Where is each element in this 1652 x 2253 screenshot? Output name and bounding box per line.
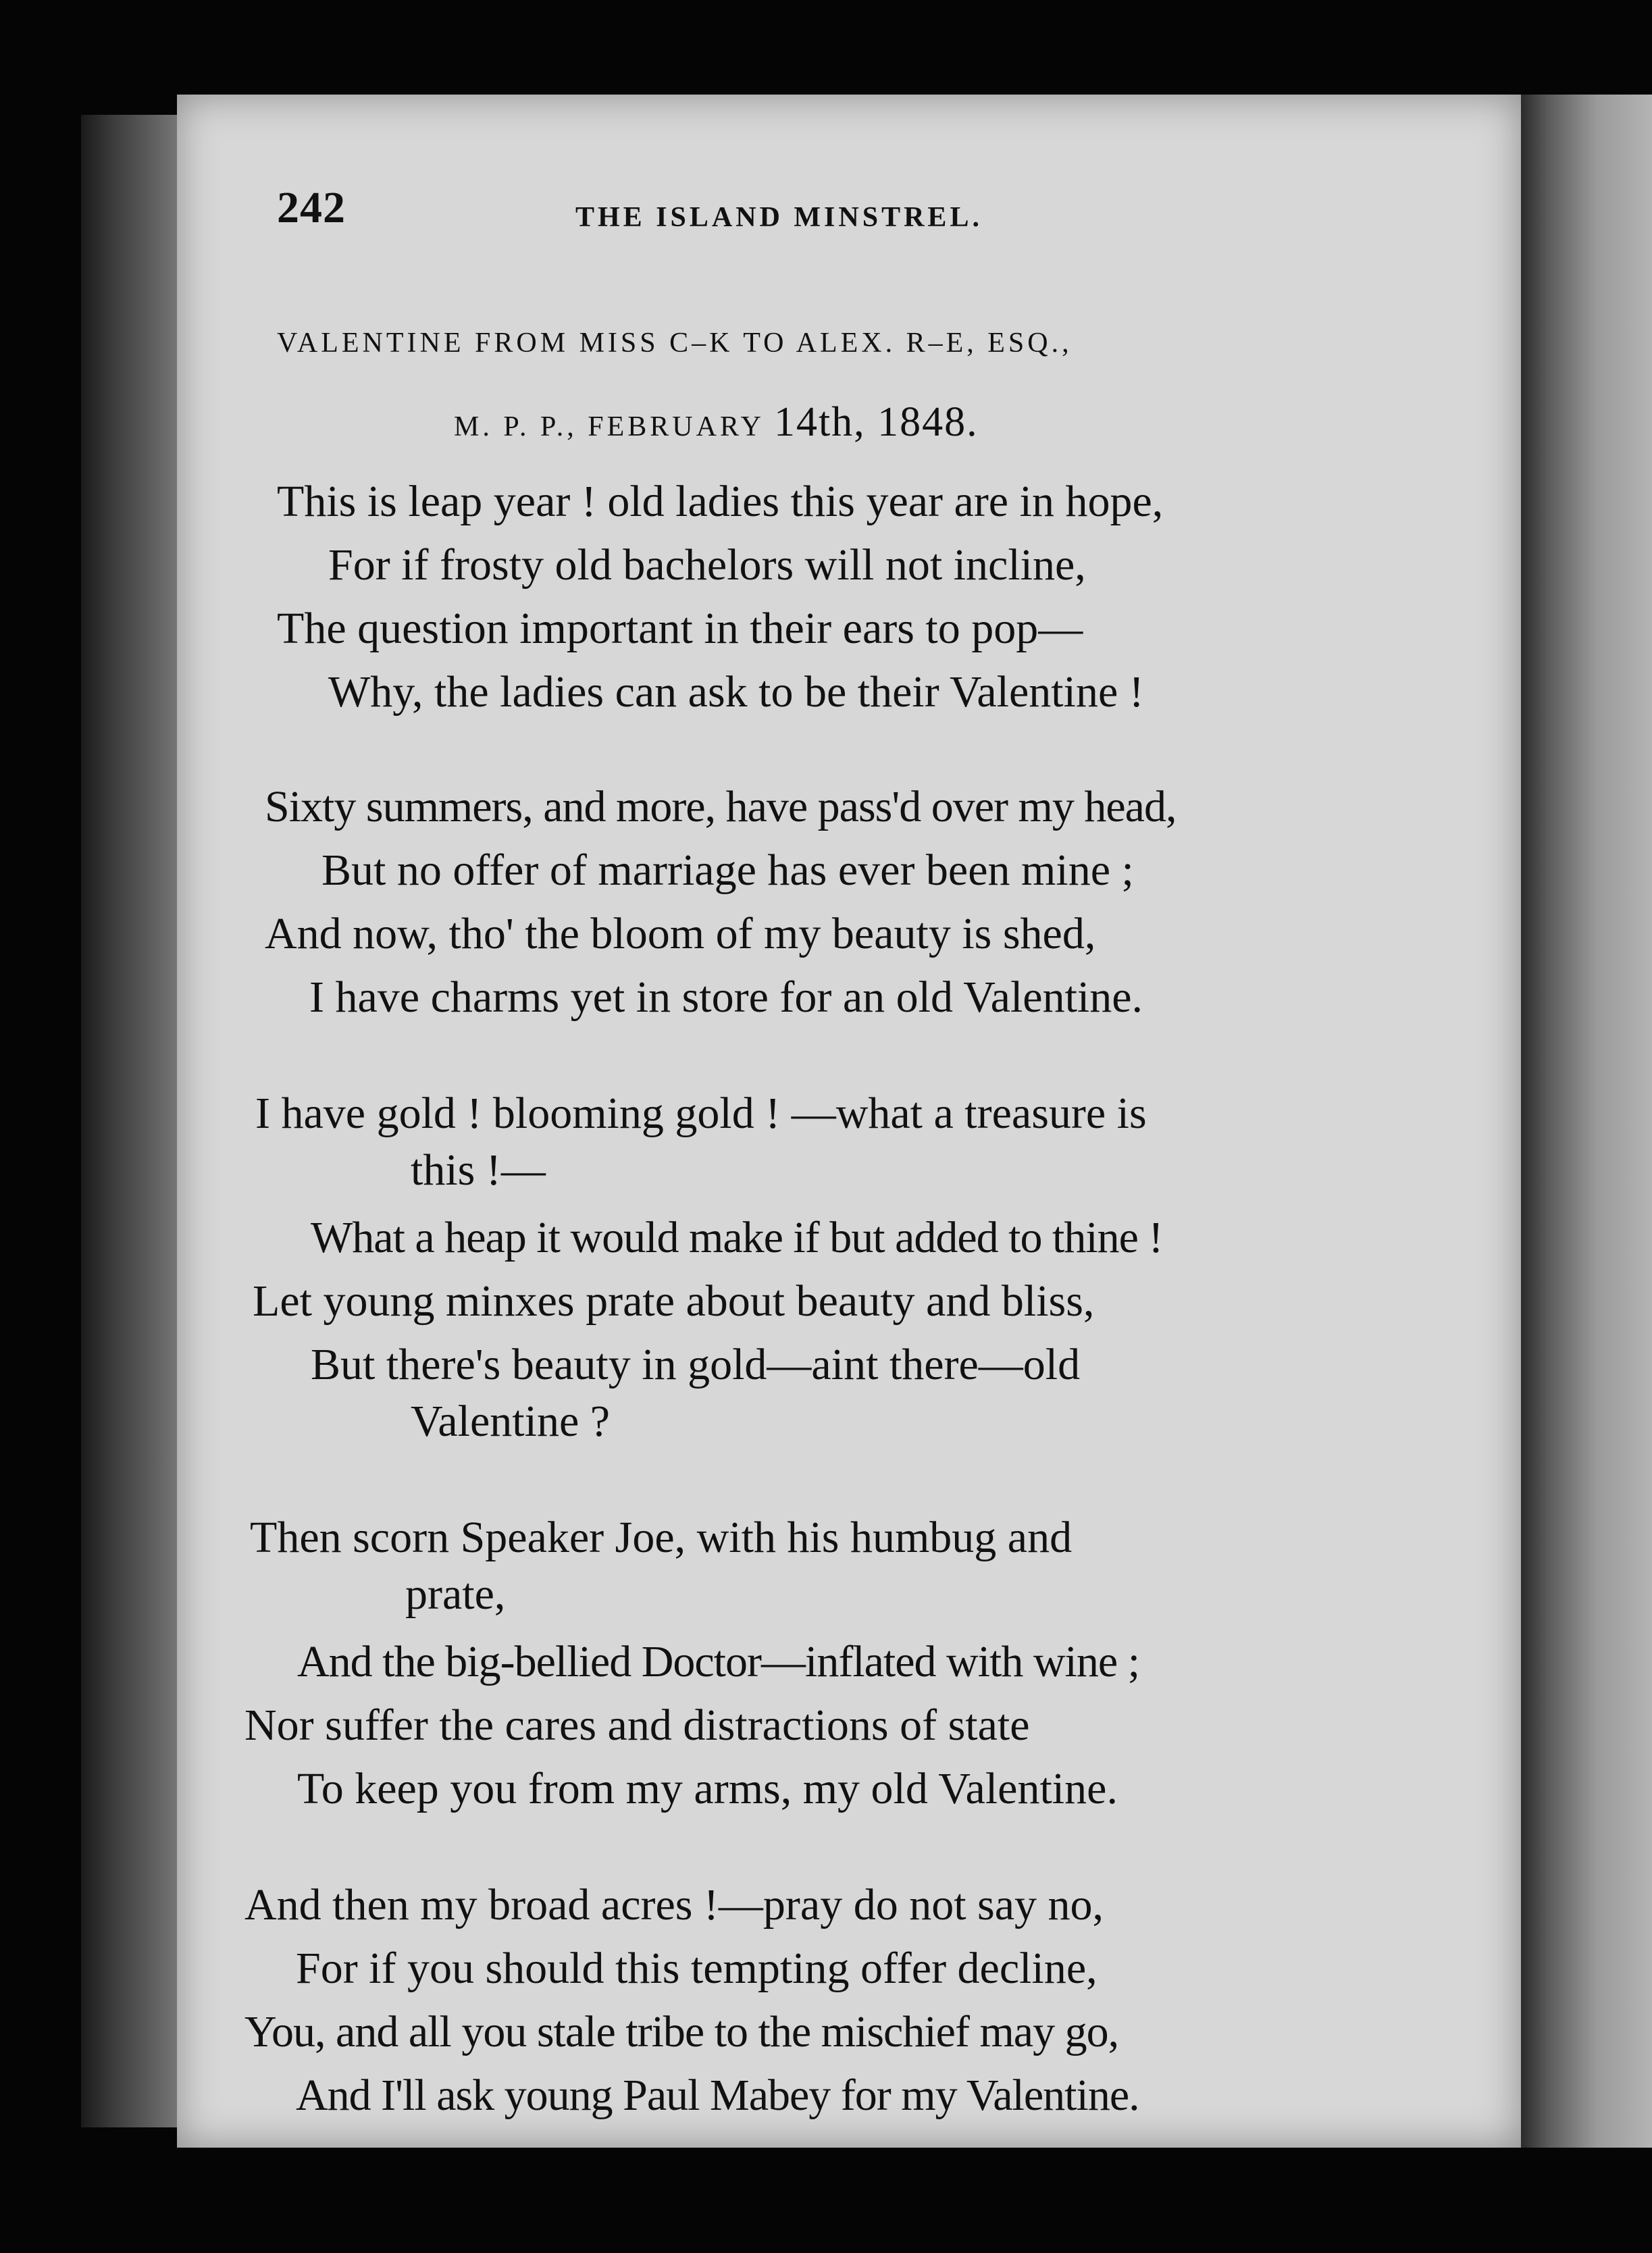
- poem-title-date: 14th, 1848.: [773, 399, 979, 445]
- verse-line: prate,: [405, 1570, 506, 1619]
- verse-line: But there's beauty in gold—aint there—old: [311, 1340, 1081, 1389]
- running-title: THE ISLAND MINSTREL.: [575, 202, 983, 233]
- verse-line: this !—: [411, 1145, 546, 1195]
- poem-title-prefix: M. P. P., FEBRUARY: [454, 411, 774, 442]
- left-page-edge: [81, 115, 182, 2127]
- verse-line: To keep you from my arms, my old Valentine.: [297, 1764, 1118, 1813]
- verse-line: Why, the ladies can ask to be their Valentine !: [328, 667, 1144, 717]
- verse-line: What a heap it would make if but added to thine !: [311, 1213, 1163, 1262]
- right-page-edge: [1513, 95, 1652, 2148]
- verse-line: Nor suffer the cares and distractions of state: [244, 1701, 1030, 1750]
- verse-line: The question important in their ears to pop—: [277, 604, 1083, 653]
- verse-line: But no offer of marriage has ever been mine ;: [321, 846, 1134, 895]
- verse-line: This is leap year ! old ladies this year are in hope,: [277, 477, 1164, 526]
- verse-line: I have charms yet in store for an old Valentine.: [309, 973, 1143, 1022]
- verse-line: For if frosty old bachelors will not incline,: [328, 540, 1086, 590]
- verse-line: I have gold ! blooming gold ! —what a treasure is: [255, 1089, 1147, 1138]
- poem-title-line-1: VALENTINE FROM MISS C–K TO ALEX. R–E, ESQ.,: [277, 328, 1073, 359]
- verse-line: You, and all you stale tribe to the mischief may go,: [244, 2007, 1119, 2056]
- page-number: 242: [277, 183, 346, 232]
- verse-line: Valentine ?: [411, 1397, 611, 1446]
- verse-line: And the big-bellied Doctor—inflated with wine ;: [297, 1637, 1140, 1686]
- page-content: [177, 95, 1521, 2148]
- poem-title-line-2: [454, 398, 979, 446]
- verse-line: Then scorn Speaker Joe, with his humbug and: [250, 1513, 1073, 1562]
- verse-line: And I'll ask young Paul Mabey for my Valentine.: [296, 2071, 1139, 2120]
- verse-line: And then my broad acres !—pray do not say no,: [244, 1880, 1104, 1930]
- verse-line: For if you should this tempting offer decline,: [296, 1944, 1098, 1993]
- verse-line: Let young minxes prate about beauty and bliss,: [253, 1276, 1095, 1326]
- verse-line: And now, tho' the bloom of my beauty is shed,: [265, 909, 1096, 958]
- book-page: [177, 95, 1521, 2148]
- verse-line: Sixty summers, and more, have pass'd over my head,: [265, 782, 1177, 831]
